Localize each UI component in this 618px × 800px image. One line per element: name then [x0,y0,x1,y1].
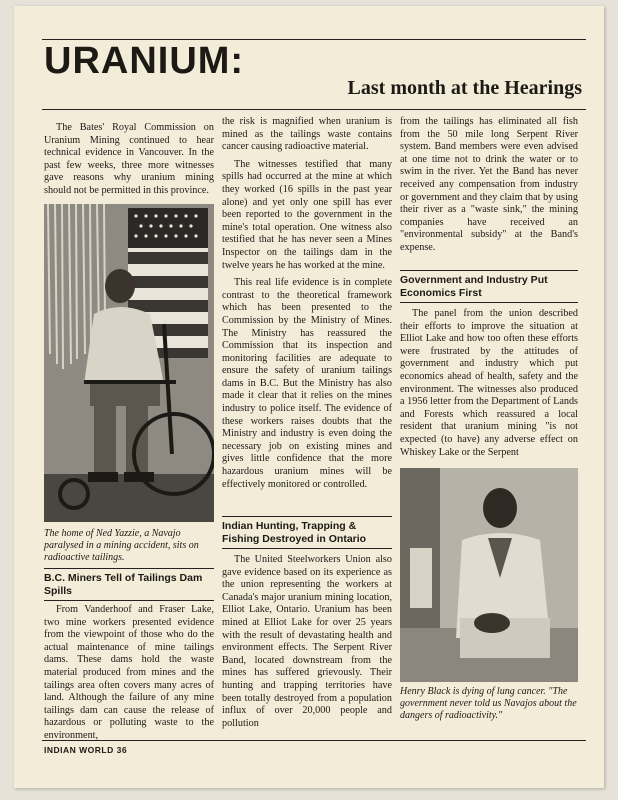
seated-man-photo-image [400,468,578,682]
column-2-top [222,116,392,496]
photo-henry-black [400,468,578,682]
paragraph-risk: the risk is magnified when uranium is mined as the tailings waste contains cancer causing radioactive material. [222,116,392,153]
subhead-government-industry: Government and Industry Put Economics First [400,270,578,303]
headline-rule [42,109,586,110]
paragraph-steelworkers: The United Steelworkers Union also gave evidence based on its experience as the union representing the workers at Canada's major uranium mining location, Elliot Lake, Ontario. Uranium has been mined at Elliot Lake for over 25 years with the result of devastating health and environment effects. The Serpent River Band, located downstream from the mines has suffered grievously. Their hunting and trapping territories have been totally destroyed from a population influx of over 20,000 people and pollution [222,554,392,729]
headline-title: URANIUM: [44,40,245,82]
paragraph-panel: The panel from the union described their efforts to improve the situation at Elliot Lake and how too often these efforts were frustrated by the attitudes of government and industry which put economics ahead of health, safety and the environment. The witnesses also produced a 1956 letter from the Department of Lands and Forests which reassured a local resident that uranium mining "is not expected (to have) any adverse effect on Whiskey Lake or the Serpent [400,308,578,458]
page-footer: INDIAN WORLD 36 [44,745,128,755]
paragraph-serpent-river: from the tailings has eliminated all fish from the 50 mile long Serpent River system. Band members were even advised at one time not to drink the water or to swim in the river. Yet the Band has never received any compensation from industry or government and they claim that by using their river as a "waste sink," the mining companies have received an "environmental subsidy" at the Band's expense. [400,116,578,253]
paragraph-evidence: This real life evidence is in complete contrast to the theoretical framework which has been presented to the Commission by the Ministry of Mines. The Ministry has reassured the Commission that its inspection and monitoring facilities are adequate to ensure the safety of uranium tailings dams in B.C. But the Ministry has also made it clear that it relies on the mines industry to police itself. The evidence of these workers raises doubts that the Ministry and industry is even doing the necessary job on existing mines and gives little confidence that the more hazardous uranium mines will be effectively monitored or controlled. [222,277,392,490]
intro-paragraph: The Bates' Royal Commission on Uranium Mining continued to hear technical evidence in Vancouver. In the past few weeks, three more witnesses gave reasons why uranium mining should not be permitted in this province. [44,122,214,196]
caption-ned-yazzie: The home of Ned Yazzie, a Navajo paralysed in a mining accident, sits on radioactive tailings. [44,528,199,563]
column-3-top [400,116,578,260]
paragraph-witnesses: The witnesses testified that many spills had occurred at the mine at which they worked (16 spills in the past year alone) and yet only one spill has ever been reported to the government in the mine's total operation. One witness also testified that he has never seen a Mines Inspector on the tailings dam in the twelve years he has worked at the mine. [222,158,392,271]
magazine-page [14,6,604,788]
body-paragraph: From Vanderhoof and Fraser Lake, two mine workers presented evidence from the viewpoint of those who do the actual maintenance of mine tailings dams. These dams hold the waste material produced from mines and the tailings area often covers many acres of land. Although the failure of any mine tailings dam can cause the release of hazardous or polluting waste to the environment, [44,604,214,741]
headline-subtitle: Last month at the Hearings [347,77,582,99]
column-3-middle [400,308,578,464]
column-1-intro [44,122,214,203]
column-1-body [44,604,214,748]
subhead-indian-hunting: Indian Hunting, Trapping & Fishing Destroyed in Ontario [222,516,392,549]
footer-rule [42,740,586,741]
subhead-bc-miners: B.C. Miners Tell of Tailings Dam Spills [44,568,214,601]
column-2-bottom [222,554,392,735]
wheelchair-photo-image [44,204,214,522]
caption-henry-black: Henry Black is dying of lung cancer. "The government never told us Navajos about the dangers of radioactivity." [400,686,577,721]
photo-ned-yazzie [44,204,214,522]
